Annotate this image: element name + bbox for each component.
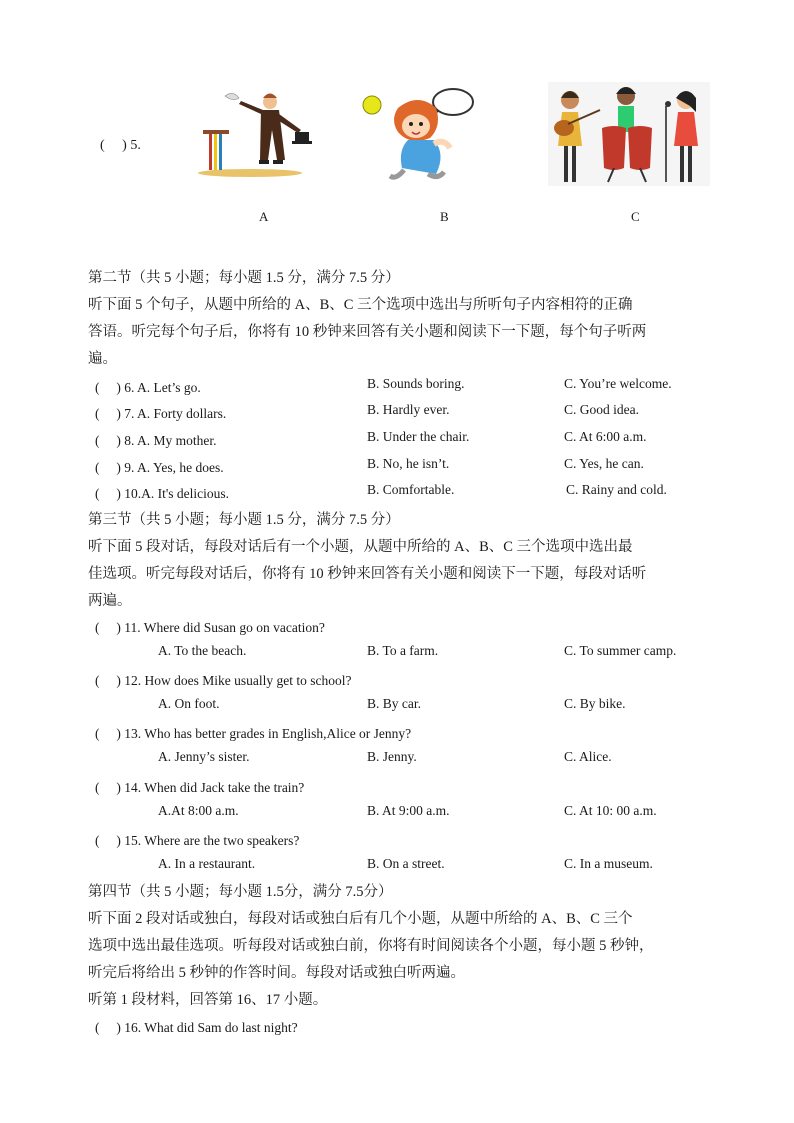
q15-option-a: A. In a restaurant. bbox=[158, 856, 256, 871]
section4-instruction: 听下面 2 段对话或独白，每段对话或独白后有几个小题，从题中所给的 A、B、C 三个 bbox=[88, 911, 633, 927]
q9-option-b: B. No, he isn’t. bbox=[367, 456, 450, 471]
q12-option-c: C. By bike. bbox=[564, 696, 626, 711]
q6-stem-option-a: ( ) 6. A. Let’s go. bbox=[95, 380, 201, 395]
magician-icon bbox=[195, 88, 315, 188]
section4-heading: 第四节（共 5 小题；每小题 1.5分，满分 7.5分） bbox=[88, 884, 393, 900]
tennis-girl-icon bbox=[358, 84, 508, 188]
q10-option-b: B. Comfortable. bbox=[367, 482, 455, 497]
section2-instruction: 遍。 bbox=[88, 351, 117, 367]
q5-number: ( ) 5. bbox=[100, 138, 141, 153]
q7-stem-option-a: ( ) 7. A. Forty dollars. bbox=[95, 406, 227, 421]
section4-instruction: 选项中选出最佳选项。听每段对话或独白前，你将有时间阅读各个小题，每小题 5 秒钟， bbox=[88, 938, 654, 954]
section4-instruction: 听完后将给出 5 秒钟的作答时间。每段对话或独白听两遍。 bbox=[88, 965, 465, 981]
section2-instruction: 答语。听完每个句子后，你将有 10 秒钟来回答有关小题和阅读下一下题，每个句子听两 bbox=[88, 324, 647, 340]
q5-option-b: B bbox=[440, 209, 449, 224]
q11-option-a: A. To the beach. bbox=[158, 643, 247, 658]
q14-stem: ( ) 14. When did Jack take the train? bbox=[95, 780, 305, 795]
q14-option-c: C. At 10: 00 a.m. bbox=[564, 803, 657, 818]
q8-option-c: C. At 6:00 a.m. bbox=[564, 429, 647, 444]
q5-option-a: A bbox=[259, 209, 269, 224]
q11-option-b: B. To a farm. bbox=[367, 643, 439, 658]
q12-option-a: A. On foot. bbox=[158, 696, 220, 711]
q14-option-b: B. At 9:00 a.m. bbox=[367, 803, 450, 818]
q5-option-c: C bbox=[631, 209, 640, 224]
q15-stem: ( ) 15. Where are the two speakers? bbox=[95, 833, 300, 848]
q8-option-b: B. Under the chair. bbox=[367, 429, 470, 444]
section2-heading: 第二节（共 5 小题；每小题 1.5 分，满分 7.5 分） bbox=[88, 270, 400, 286]
q13-option-b: B. Jenny. bbox=[367, 749, 417, 764]
q10-stem-option-a: ( ) 10.A. It's delicious. bbox=[95, 486, 230, 501]
section3-instruction: 佳选项。听完每段对话后，你将有 10 秒钟来回答有关小题和阅读下一下题，每段对话听 bbox=[88, 566, 647, 582]
q15-option-c: C. In a museum. bbox=[564, 856, 653, 871]
q7-option-b: B. Hardly ever. bbox=[367, 402, 450, 417]
q6-option-c: C. You’re welcome. bbox=[564, 376, 672, 391]
section3-instruction: 听下面 5 段对话，每段对话后有一个小题，从题中所给的 A、B、C 三个选项中选出最 bbox=[88, 539, 633, 555]
section3-instruction: 两遍。 bbox=[88, 593, 132, 609]
q9-stem-option-a: ( ) 9. A. Yes, he does. bbox=[95, 460, 224, 475]
q12-option-b: B. By car. bbox=[367, 696, 421, 711]
q9-option-c: C. Yes, he can. bbox=[564, 456, 644, 471]
q13-option-c: C. Alice. bbox=[564, 749, 612, 764]
section4-material: 听第 1 段材料，回答第 16、17 小题。 bbox=[88, 992, 328, 1008]
q11-option-c: C. To summer camp. bbox=[564, 643, 677, 658]
q14-option-a: A.At 8:00 a.m. bbox=[158, 803, 239, 818]
band-icon bbox=[548, 82, 710, 186]
q12-stem: ( ) 12. How does Mike usually get to school? bbox=[95, 673, 352, 688]
section3-heading: 第三节（共 5 小题；每小题 1.5 分，满分 7.5 分） bbox=[88, 512, 400, 528]
q6-option-b: B. Sounds boring. bbox=[367, 376, 465, 391]
q8-stem-option-a: ( ) 8. A. My mother. bbox=[95, 433, 217, 448]
q11-stem: ( ) 11. Where did Susan go on vacation? bbox=[95, 620, 325, 635]
q13-option-a: A. Jenny’s sister. bbox=[158, 749, 250, 764]
q10-option-c: C. Rainy and cold. bbox=[566, 482, 667, 497]
q15-option-b: B. On a street. bbox=[367, 856, 445, 871]
q13-stem: ( ) 13. Who has better grades in English,Alice or Jenny? bbox=[95, 726, 412, 741]
q7-option-c: C. Good idea. bbox=[564, 402, 639, 417]
section2-instruction: 听下面 5 个句子，从题中所给的 A、B、C 三个选项中选出与所听句子内容相符的正确 bbox=[88, 297, 633, 313]
q16-stem: ( ) 16. What did Sam do last night? bbox=[95, 1020, 298, 1035]
